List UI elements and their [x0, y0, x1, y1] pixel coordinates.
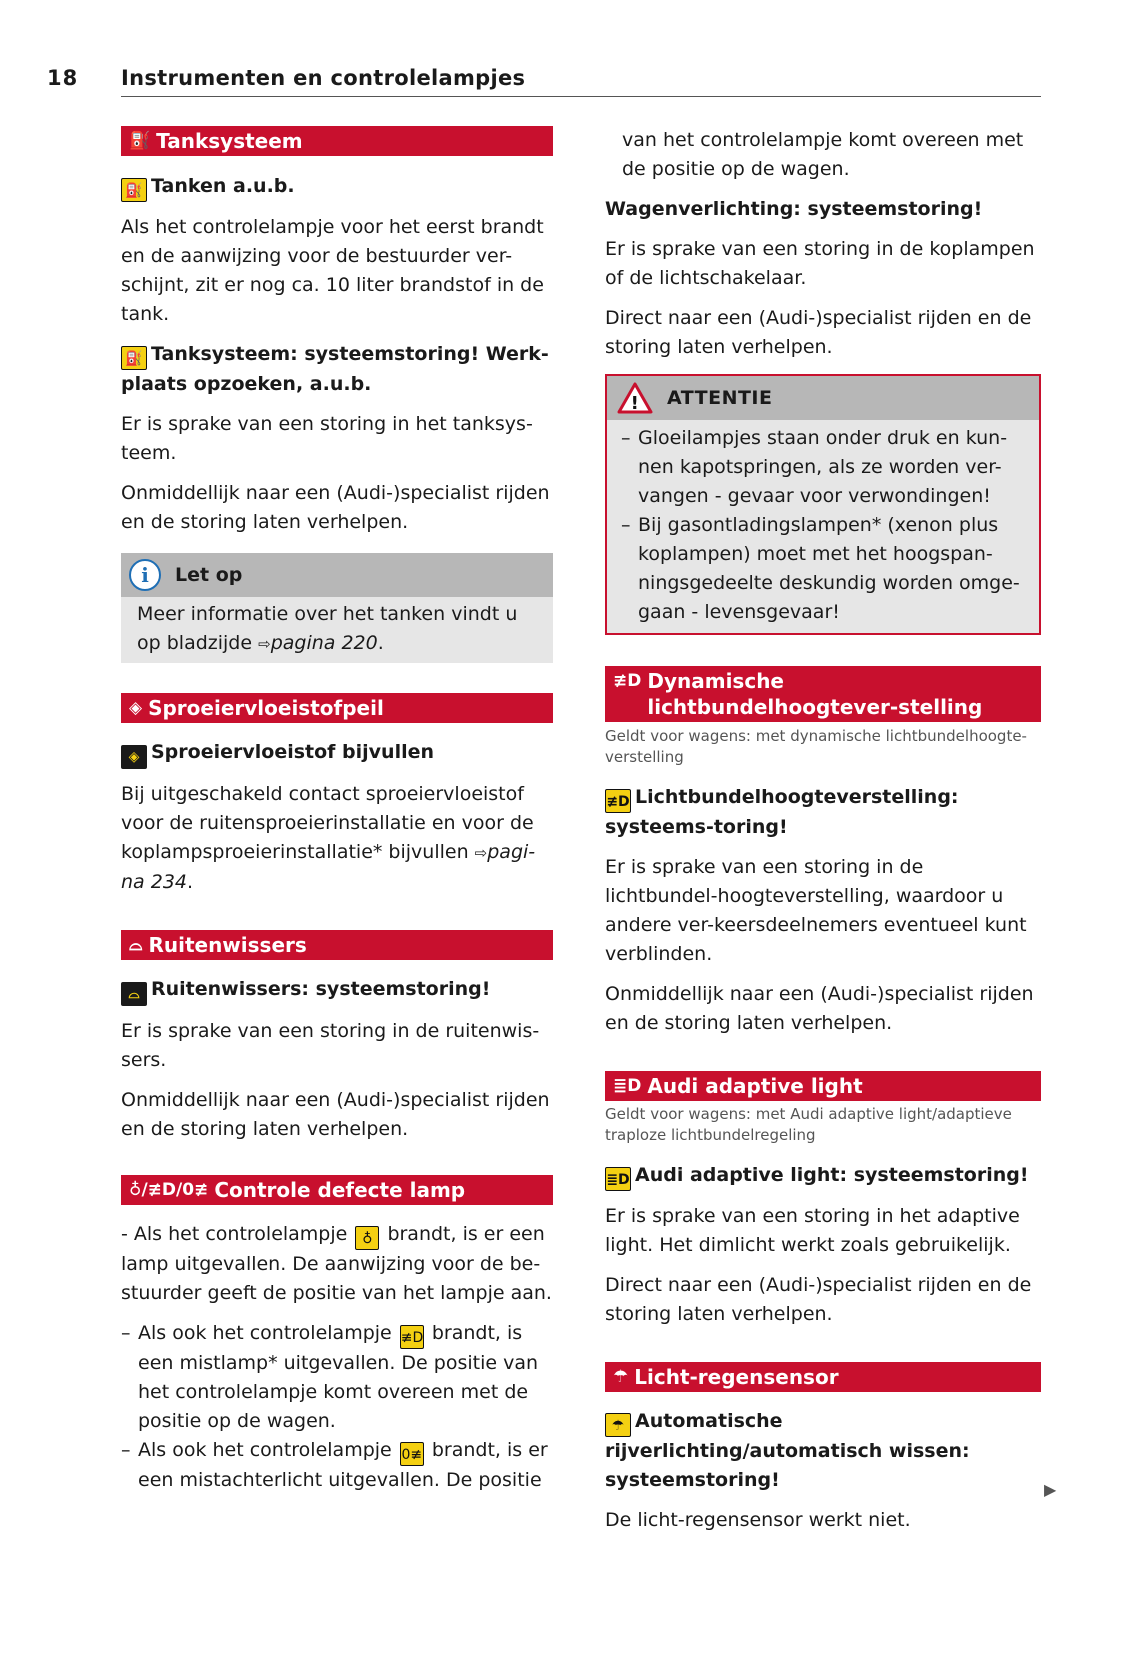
section-heading-audi-adaptive-light	[605, 1071, 1041, 1101]
subheading-adaptive-light	[605, 1161, 1041, 1191]
subheading-licht-regensensor	[605, 1407, 1041, 1495]
note-header	[121, 553, 553, 597]
section-heading-sproeiervloeistofpeil	[121, 693, 553, 723]
section-heading-licht-regensensor	[605, 1362, 1041, 1392]
subheading-text: Tanksysteem: systeemstoring! Werk-plaats opzoeken, a.u.b.	[121, 343, 549, 395]
paragraph: Er is sprake van een storing in het adaptive light. Het dimlicht werkt zoals gebruikelijk.	[605, 1205, 1020, 1256]
warning-item	[621, 424, 1023, 511]
note-title: Let op	[175, 564, 243, 586]
adaptive-light-lamp-icon: ≣D	[605, 1167, 631, 1191]
warning-mark: !	[630, 393, 640, 414]
list-item-text: Als ook het controlelampje	[138, 1439, 392, 1461]
subheading-text: Audi adaptive light: systeemstoring!	[635, 1164, 1029, 1186]
section-title: Licht-regensensor	[634, 1365, 839, 1389]
subheading-text: Automatische rijverlichting/automatisch wissen: systeemstoring!	[605, 1410, 970, 1491]
paragraph-text: brandt, is er een lamp uitgevallen. De aanwijzing voor de be-stuurder geeft de positie van het lampje aan.	[121, 1223, 552, 1304]
subheading-text: Sproeiervloeistof bijvullen	[151, 741, 435, 763]
paragraph-text: - Als het controlelampje	[121, 1223, 348, 1245]
subheading-sproeiervloeistof	[121, 738, 553, 769]
subheading-text: Tanken a.u.b.	[151, 175, 295, 197]
section-heading-tanksysteem	[121, 126, 553, 156]
left-column	[121, 126, 553, 1495]
page-number: 18	[47, 66, 79, 90]
warning-title: ATTENTIE	[667, 387, 773, 409]
paragraph-text: Bij uitgeschakeld contact sproeiervloeistof voor de ruitensproeierinstallatie en voor de koplampsproeierinstallatie* bijvullen	[121, 783, 534, 863]
applicability-note: Geldt voor wagens: met dynamische lichtbundelhoogte-verstelling	[605, 727, 1027, 766]
paragraph-continued: van het controlelampje komt overeen met de positie op de wagen.	[622, 129, 1024, 180]
page-reference-link[interactable]: pagina 220	[270, 632, 378, 654]
rear-fog-lamp-icon: 0≢	[400, 1442, 424, 1466]
page-ref-arrow-icon: ⇨	[474, 844, 488, 862]
section-heading-controle-defecte-lamp	[121, 1175, 553, 1205]
subheading-ruitenwissers	[121, 975, 553, 1006]
warning-item-text: Gloeilampjes staan onder druk en kun-nen kapotspringen, als ze worden ver-vangen - gevaar voor verwondingen!	[638, 427, 1008, 507]
section-title: Audi adaptive light	[647, 1074, 863, 1098]
note-body	[121, 597, 553, 663]
subheading-lichtbundelhoogte	[605, 783, 1041, 842]
paragraph: Onmiddellijk naar een (Audi-)specialist rijden en de storing laten verhelpen.	[605, 983, 1034, 1034]
punctuation: .	[377, 632, 384, 654]
paragraph: Onmiddellijk naar een (Audi-)specialist rijden en de storing laten verhelpen.	[121, 1089, 550, 1140]
applicability-note: Geldt voor wagens: met Audi adaptive light/adaptieve traploze lichtbundelregeling	[605, 1105, 1012, 1144]
paragraph: Als het controlelampje voor het eerst brandt en de aanwijzing voor de bestuurder ver-schijnt, zit er nog ca. 10 liter brandstof in de tank.	[121, 216, 544, 325]
section-heading-ruitenwissers	[121, 930, 553, 960]
dash-bullet: –	[121, 1439, 131, 1461]
washer-fluid-icon: ◈	[129, 698, 143, 718]
right-column	[605, 126, 1041, 1535]
section-title: Dynamische lichtbundelhoogtever-stelling	[647, 669, 983, 719]
section-title: Sproeiervloeistofpeil	[148, 696, 384, 720]
paragraph: Onmiddellijk naar een (Audi-)specialist rijden en de storing laten verhelpen.	[121, 482, 550, 533]
list-item	[121, 1319, 553, 1436]
list-item-text: Als ook het controlelampje	[138, 1322, 392, 1344]
subheading-tank-storing	[121, 340, 553, 399]
warning-triangle-icon	[617, 382, 653, 414]
warning-item	[621, 511, 1023, 627]
header-rule	[121, 96, 1041, 97]
wiper-lamp-icon: ⌓	[121, 982, 147, 1006]
dash-bullet: –	[621, 427, 631, 449]
dash-bullet: –	[121, 1322, 131, 1344]
subheading-tanken	[121, 172, 553, 202]
subheading-text: Lichtbundelhoogteverstelling: systeems-toring!	[605, 786, 959, 838]
subheading-text: Ruitenwissers: systeemstoring!	[151, 978, 491, 1000]
paragraph	[121, 780, 553, 897]
dash-list	[121, 1319, 553, 1495]
page-ref-arrow-icon: ⇨	[258, 635, 271, 653]
note-text: Meer informatie over het tanken vindt u op bladzijde	[137, 603, 518, 654]
headlight-range-lamp-icon: ≢D	[605, 789, 631, 813]
section-title: Tanksysteem	[156, 129, 303, 153]
bulb-failure-lamp-icon: ♁	[355, 1226, 379, 1250]
washer-fluid-lamp-icon: ◈	[121, 745, 147, 769]
paragraph: Er is sprake van een storing in de ruitenwis-sers.	[121, 1020, 540, 1071]
warning-body	[607, 420, 1039, 633]
light-rain-sensor-icon: ☂	[613, 1367, 629, 1387]
warning-header	[607, 376, 1039, 420]
continue-arrow-icon: ▶	[1044, 1480, 1057, 1499]
paragraph: Er is sprake van een storing in de koplampen of de lichtschakelaar.	[605, 238, 1035, 289]
adaptive-light-icon: ≣D	[613, 1076, 642, 1096]
paragraph: Er is sprake van een storing in de lichtbundel-hoogteverstelling, waardoor u andere ver-keersdeelnemers eventueel kunt verblinden.	[605, 856, 1027, 965]
fog-lamp-icon: ≢D	[400, 1325, 424, 1349]
list-item-text: brandt, is er een mistachterlicht uitgevallen. De positie	[138, 1439, 548, 1491]
headlight-range-icon: ≢D	[613, 671, 642, 691]
section-title: Ruitenwissers	[148, 933, 307, 957]
fuel-pump-icon: ⛽	[129, 131, 151, 151]
note-box	[121, 553, 553, 663]
list-item-text: brandt, is een mistlamp* uitgevallen. De positie van het controlelampje komt overeen met de positie op de wagen.	[138, 1322, 539, 1432]
punctuation: .	[187, 871, 194, 893]
fuel-warning-lamp-icon: ⛽	[121, 178, 147, 202]
paragraph	[121, 1220, 553, 1308]
subheading-wagenverlichting: Wagenverlichting: systeemstoring!	[605, 198, 983, 220]
paragraph: Er is sprake van een storing in het tanksys-teem.	[121, 413, 533, 464]
page-header-title: Instrumenten en controlelampjes	[121, 66, 526, 90]
dash-bullet: –	[621, 514, 631, 536]
bulb-failure-icon: ♁/≢D/0≢	[129, 1180, 209, 1200]
page-reference-link[interactable]: pagi-na 234	[121, 841, 536, 893]
paragraph: Direct naar een (Audi-)specialist rijden en de storing laten verhelpen.	[605, 307, 1032, 358]
list-item	[121, 1436, 553, 1495]
fuel-warning-lamp-icon: ⛽	[121, 346, 147, 370]
info-icon: i	[129, 559, 161, 591]
paragraph: De licht-regensensor werkt niet.	[605, 1509, 911, 1531]
warning-box	[605, 374, 1041, 635]
warning-item-text: Bij gasontladingslampen* (xenon plus koplampen) moet met het hoogspan-ningsgedeelte deskundig worden omge-gaan - levensgevaar!	[638, 514, 1020, 623]
wiper-icon: ⌓	[129, 935, 143, 955]
section-heading-dynamische-lichtbundel	[605, 666, 1041, 722]
light-rain-sensor-lamp-icon: ☂	[605, 1413, 631, 1437]
section-title: Controle defecte lamp	[214, 1178, 466, 1202]
paragraph: Direct naar een (Audi-)specialist rijden en de storing laten verhelpen.	[605, 1274, 1032, 1325]
